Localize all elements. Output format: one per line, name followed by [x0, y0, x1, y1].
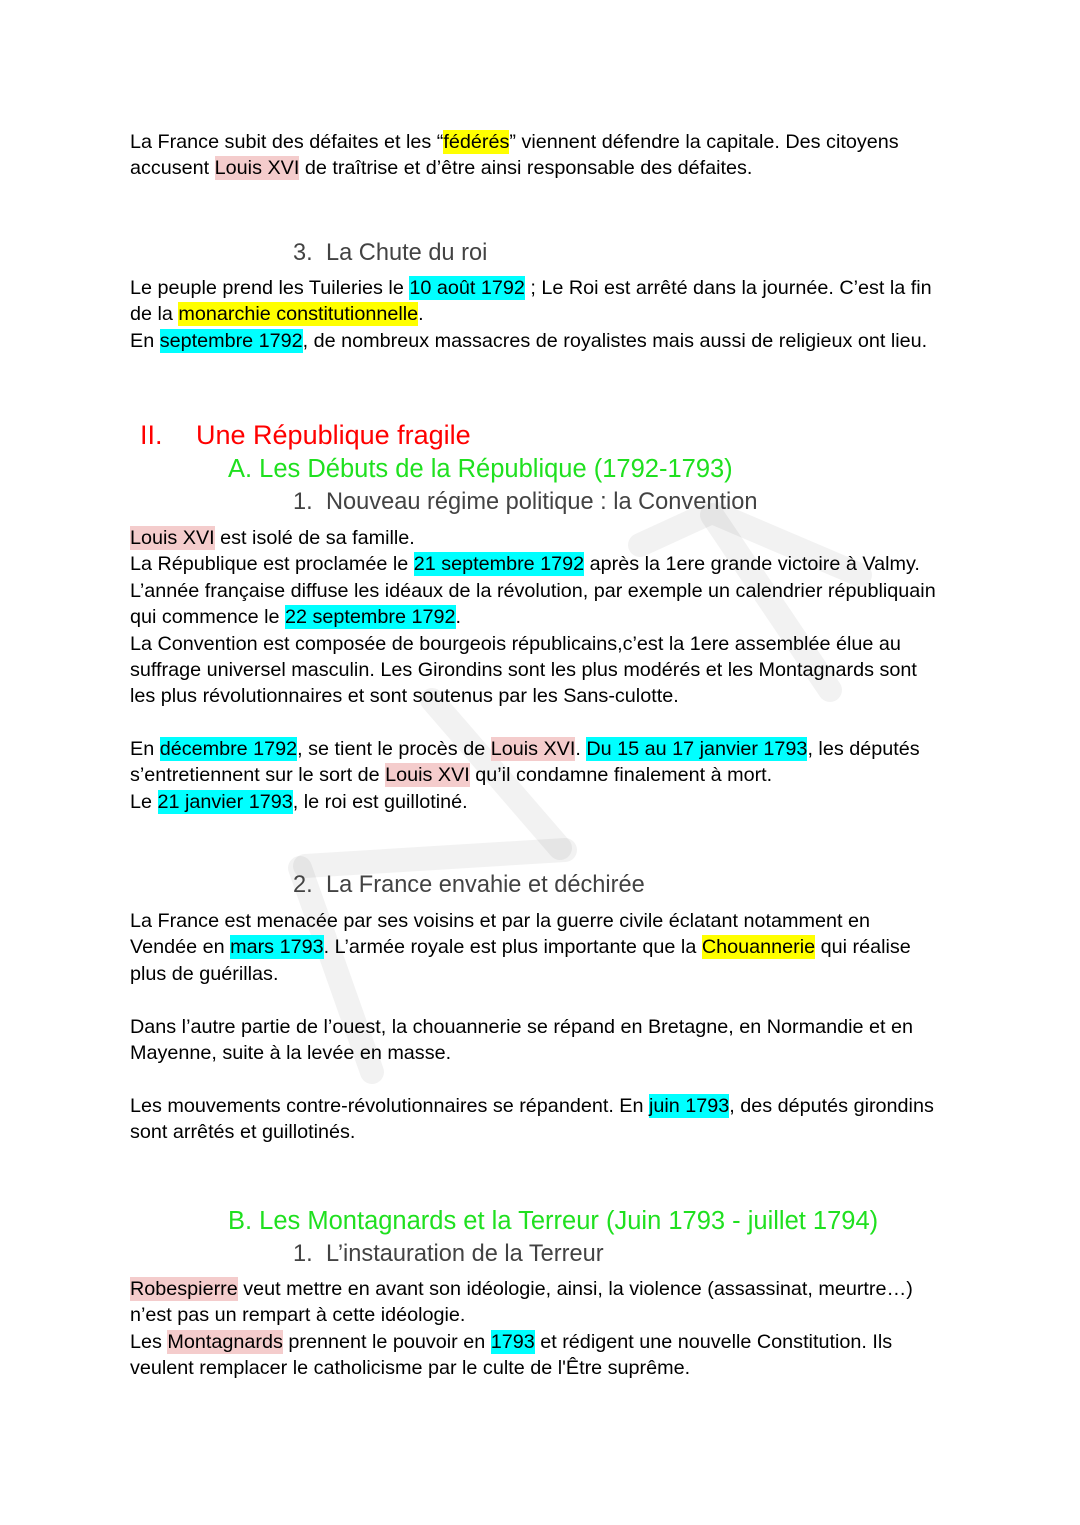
heading-title: La Chute du roi [326, 240, 488, 266]
highlighted-text: Louis XVI [385, 764, 470, 787]
text-run: qui commence le [130, 606, 286, 629]
text-run: , le roi est guillotiné. [292, 790, 468, 813]
text-run: , se tient le procès de [297, 738, 491, 760]
text-run: veulent remplacer le catholicisme par le culte de l'Être suprême. [130, 1357, 691, 1380]
text-run: n’est pas un rempart à cette idéologie. [130, 1304, 466, 1327]
text-run: suffrage universel masculin. Les Girondins sont les plus modérés et les Montagnards sont [130, 658, 917, 681]
text-line [130, 961, 911, 987]
highlighted-text: fédérés [443, 131, 510, 153]
text-line [130, 129, 899, 155]
text-run: En [130, 329, 160, 352]
highlighted-text: 1793 [490, 1330, 535, 1353]
text-line [130, 155, 899, 181]
heading-number: II. [140, 420, 163, 450]
text-run: ; Le Roi est arrêté dans la journée. C’est la fin [524, 277, 932, 299]
heading-title: A. Les Débuts de la République (1792-1793) [228, 455, 733, 483]
text-run: plus de guérillas. [130, 962, 279, 985]
text-line [130, 631, 936, 657]
text-run: , de nombreux massacres de royalistes mais aussi de religieux ont lieu. [302, 329, 928, 352]
text-run: les plus révolutionnaires et sont soutenus par les Sans-culotte. [130, 685, 679, 708]
heading-part-2 [140, 418, 471, 452]
heading-number: 2. [293, 872, 313, 898]
highlighted-text: 21 janvier 1793 [157, 790, 293, 813]
paragraph-chouannerie [130, 1014, 913, 1067]
heading-nouveau-regime [293, 487, 758, 517]
text-run: . [418, 303, 424, 326]
heading-number: 3. [293, 240, 313, 266]
paragraph-terreur [130, 1276, 913, 1382]
highlighted-text: Louis XVI [490, 738, 576, 760]
text-line [130, 1355, 913, 1381]
text-run: est isolé de sa famille. [214, 527, 415, 549]
highlighted-text: juin 1793 [649, 1095, 730, 1117]
text-run: de traîtrise et d’être ainsi responsable des défaites. [299, 157, 753, 180]
highlighted-text: Robespierre [130, 1278, 238, 1300]
text-run: La France est menacée par ses voisins et par la guerre civile éclatant notamment en [130, 910, 870, 932]
text-run: Vendée en [130, 936, 231, 959]
text-run: Mayenne, suite à la levée en masse. [130, 1042, 452, 1065]
heading-france-envahie [293, 870, 645, 900]
text-run: , des députés girondins [729, 1095, 934, 1117]
text-run: qui réalise [815, 936, 911, 959]
text-line [130, 762, 920, 788]
text-run: qu’il condamne finalement à mort. [469, 764, 773, 787]
heading-title: B. Les Montagnards et la Terreur (Juin 1793 - juillet 1794) [228, 1207, 879, 1235]
heading-number: 1. [293, 489, 313, 515]
text-line [130, 604, 936, 630]
highlighted-text: septembre 1792 [159, 329, 303, 352]
text-line [130, 525, 936, 551]
text-run: prennent le pouvoir en [282, 1330, 491, 1353]
highlighted-text: Chouannerie [701, 936, 816, 959]
text-line [130, 789, 920, 815]
text-line [130, 328, 932, 354]
text-line [130, 578, 936, 604]
text-line [130, 1302, 913, 1328]
heading-chute-du-roi [293, 238, 487, 268]
heading-title: Une République fragile [196, 420, 471, 450]
heading-number: 1. [293, 1241, 313, 1267]
highlighted-text: Du 15 au 17 janvier 1793 [586, 738, 808, 760]
text-line [130, 1119, 934, 1145]
text-line [130, 1014, 913, 1040]
text-run: La France subit des défaites et les “ [130, 131, 444, 153]
paragraph-contre-revolution [130, 1093, 934, 1146]
text-run: En [130, 738, 160, 760]
text-run: s’entretiennent sur le sort de [130, 764, 386, 787]
watermark-stroke [305, 850, 565, 866]
highlighted-text: 22 septembre 1792 [285, 606, 456, 629]
paragraph-intro [130, 129, 899, 182]
paragraph-vendee [130, 908, 911, 987]
paragraph-proces-louis-xvi [130, 736, 920, 815]
heading-instauration-terreur [293, 1239, 604, 1269]
paragraph-chute-du-roi [130, 275, 932, 354]
text-line [130, 301, 932, 327]
highlighted-text: Louis XVI [130, 527, 215, 549]
text-line [130, 683, 936, 709]
text-run: Le peuple prend les Tuileries le [130, 277, 410, 299]
text-run: de la [130, 303, 179, 326]
text-line [130, 551, 936, 577]
text-run: après la 1ere grande victoire à Valmy. [584, 553, 920, 576]
text-line [130, 908, 911, 934]
text-line [130, 1040, 913, 1066]
heading-section-b [228, 1205, 878, 1237]
highlighted-text: 21 septembre 1792 [413, 553, 585, 576]
text-line [130, 1329, 913, 1355]
text-line [130, 657, 936, 683]
highlighted-text: décembre 1792 [159, 738, 298, 760]
highlighted-text: Montagnards [167, 1330, 283, 1353]
text-run: L’année française diffuse les idéaux de la révolution, par exemple un calendrier républiquain [130, 579, 936, 602]
text-line [130, 1276, 913, 1302]
text-run: veut mettre en avant son idéologie, ainsi, la violence (assassinat, meurtre…) [237, 1278, 913, 1300]
text-run: sont arrêtés et guillotinés. [130, 1121, 356, 1144]
text-run: . [575, 738, 587, 760]
highlighted-text: monarchie constitutionnelle [178, 303, 419, 326]
text-line [130, 736, 920, 762]
text-run: . [455, 606, 461, 629]
heading-title: Nouveau régime politique : la Convention [326, 489, 758, 515]
text-run: et rédigent une nouvelle Constitution. Ils [534, 1330, 893, 1353]
text-line [130, 934, 911, 960]
heading-title: L’instauration de la Terreur [326, 1241, 604, 1267]
text-run: ” viennent défendre la capitale. Des citoyens [509, 131, 899, 153]
text-run: accusent [130, 157, 215, 180]
heading-title: La France envahie et déchirée [326, 872, 645, 898]
text-run: Dans l’autre partie de l’ouest, la chouannerie se répand en Bretagne, en Normandie et en [130, 1016, 913, 1038]
paragraph-convention [130, 525, 936, 710]
text-line [130, 1093, 934, 1119]
highlighted-text: mars 1793 [230, 936, 324, 959]
text-run: Les [130, 1330, 168, 1353]
text-run: Le [130, 790, 158, 813]
text-line [130, 275, 932, 301]
text-run: , les députés [807, 738, 920, 760]
text-run: La Convention est composée de bourgeois républicains,c’est la 1ere assemblée élue au [130, 632, 901, 655]
heading-section-a [228, 453, 733, 485]
text-run: Les mouvements contre-révolutionnaires se répandent. En [130, 1095, 649, 1117]
highlighted-text: 10 août 1792 [409, 277, 525, 299]
text-run: La République est proclamée le [130, 553, 414, 576]
text-run: . L’armée royale est plus importante que la [323, 936, 702, 959]
highlighted-text: Louis XVI [214, 157, 300, 180]
